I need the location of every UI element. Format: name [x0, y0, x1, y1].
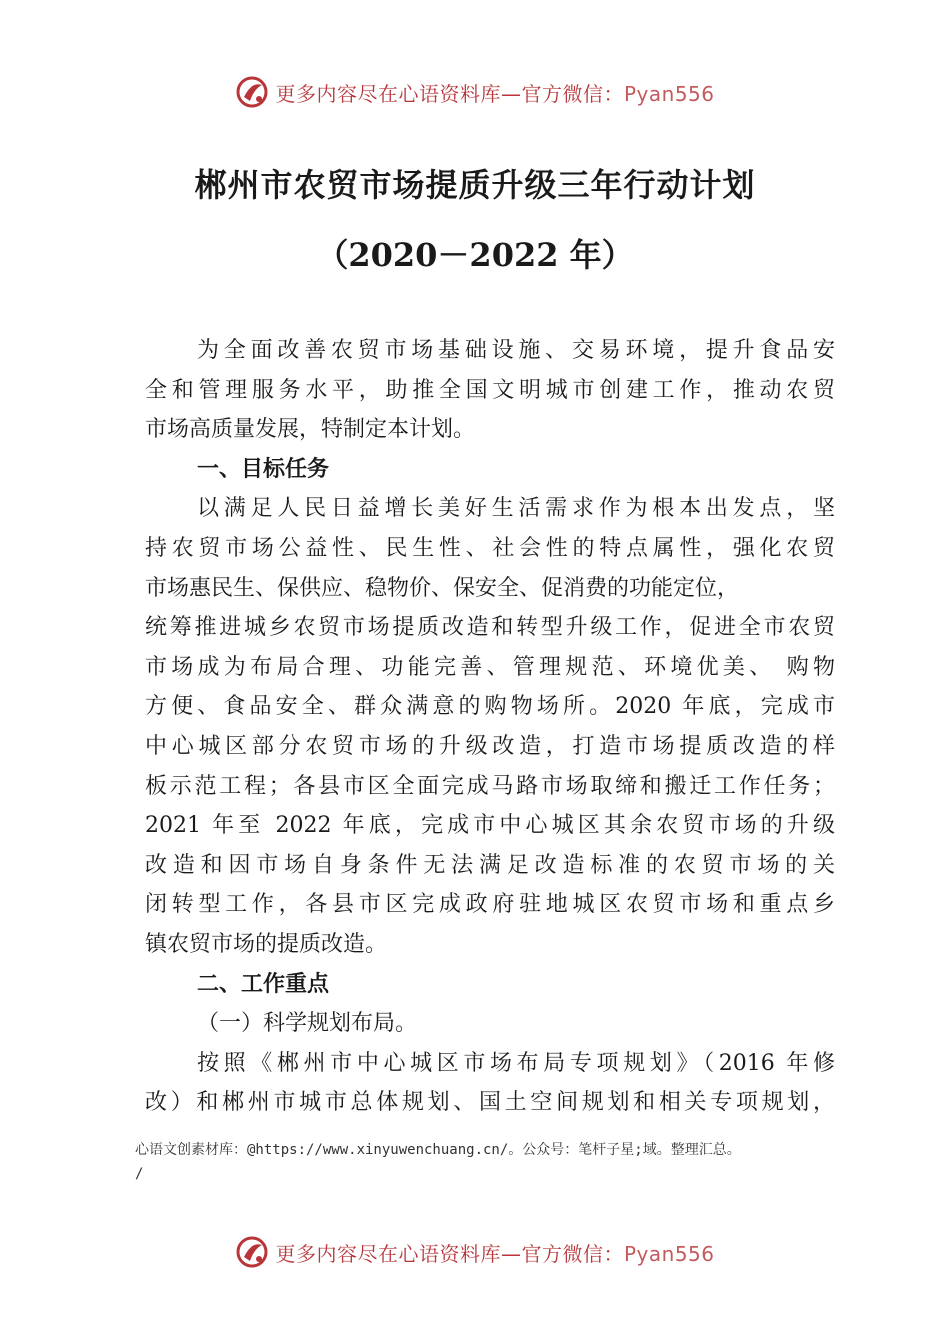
document-subtitle: （2020－2022 年） — [316, 236, 634, 274]
footnote-line: 心语文创素材库：@https://www.xinyuwenchuang.cn/。公众号：笔杆子星;域。整理汇总。 — [135, 1142, 741, 1158]
paragraph-line: 闭转型工作，各县市区完成政府驻地城区农贸市场和重点乡 — [145, 892, 835, 918]
paragraph-line: 改）和郴州市城市总体规划、国土空间规划和相关专项规划， — [145, 1090, 835, 1116]
paragraph-line: 市场惠民生、保供应、稳物价、保安全、促消费的功能定位， — [145, 575, 740, 601]
subsection-heading: （一）科学规划布局。 — [197, 1011, 418, 1037]
paragraph-line: 改造和因市场自身条件无法满足改造标准的农贸市场的关 — [145, 852, 835, 878]
banner-wechat-id: Pyan556 — [623, 1241, 715, 1266]
paragraph-line: 统筹推进城乡农贸市场提质改造和转型升级工作，促进全市农贸 — [145, 615, 835, 641]
brand-logo-icon — [235, 75, 269, 109]
paragraph-line: 镇农贸市场的提质改造。 — [145, 931, 388, 957]
paragraph-line: 为全面改善农贸市场基础设施、交易环境，提升食品安 — [197, 338, 835, 363]
paragraph-line: 按照《郴州市中心城区市场布局专项规划》（2016 年修 — [197, 1050, 835, 1076]
footnote-line: / — [135, 1166, 144, 1182]
header-watermark-banner — [0, 72, 950, 112]
document-body — [145, 331, 835, 1123]
paragraph-line: 全和管理服务水平，助推全国文明城市创建工作，推动农贸 — [145, 377, 835, 403]
footer-watermark-banner — [0, 1232, 950, 1272]
paragraph-line: 市场高质量发展，特制定本计划。 — [145, 417, 476, 443]
paragraph-line: 以满足人民日益增长美好生活需求作为根本出发点，坚 — [197, 496, 835, 522]
banner-text: 更多内容尽在心语资料库—官方微信：Pyan556 — [275, 1241, 715, 1266]
paragraph-line: 市场成为布局合理、功能完善、管理规范、环境优美、 购物 — [145, 654, 835, 680]
banner-wechat-id: Pyan556 — [623, 81, 715, 106]
paragraph-line: 板示范工程；各县市区全面完成马路市场取缔和搬迁工作任务； — [145, 773, 835, 799]
paragraph-line: 方便、食品安全、群众满意的购物场所。2020 年底，完成市 — [145, 694, 835, 720]
document-title: 郴州市农贸市场提质升级三年行动计划 — [194, 166, 756, 204]
paragraph-line: 持农贸市场公益性、民生性、社会性的特点属性，强化农贸 — [145, 535, 835, 561]
paragraph-line: 2021 年至 2022 年底，完成市中心城区其余农贸市场的升级 — [145, 813, 835, 839]
section-heading-2: 二、工作重点 — [197, 971, 330, 997]
section-heading-1: 一、目标任务 — [197, 456, 330, 482]
paragraph-line: 中心城区部分农贸市场的升级改造，打造市场提质改造的样 — [145, 733, 835, 759]
banner-text: 更多内容尽在心语资料库—官方微信：Pyan556 — [275, 81, 715, 106]
brand-logo-icon — [235, 1235, 269, 1269]
source-footnote — [135, 1138, 855, 1186]
